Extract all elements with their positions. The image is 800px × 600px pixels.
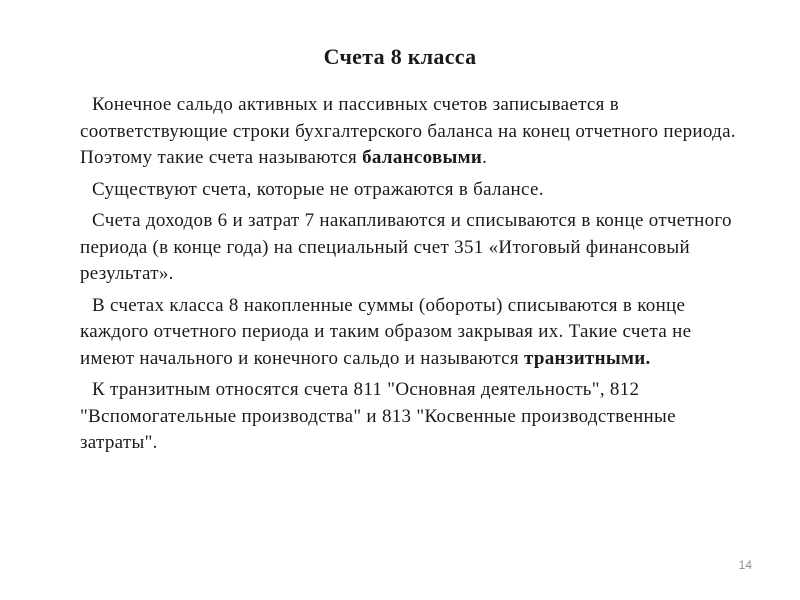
- paragraph-text: В счетах класса 8 накопленные суммы (обороты) списываются в конце каждого отчетного периода и таким образом закрывая их. Такие счета не имеют начального и конечного сальдо и называются: [80, 294, 692, 369]
- term-balance: балансовыми: [362, 147, 483, 168]
- term-transit: транзитными.: [523, 347, 651, 369]
- slide-body: [80, 92, 740, 462]
- paragraph-text: .: [482, 147, 488, 168]
- slide-title: Счета 8 класса: [323, 44, 477, 69]
- paragraph-text: Существуют счета, которые не отражаются в балансе.: [92, 178, 544, 200]
- paragraph-income-expense: [80, 208, 740, 288]
- paragraph-text: К транзитным относятся счета 811 "Основная деятельность", 812 "Вспомогательные производства" и 813 "Косвенные производственные затраты".: [80, 379, 676, 453]
- paragraph-transit-list: [80, 377, 740, 457]
- paragraph-text: Счета доходов 6 и затрат 7 накапливаются и списываются в конце отчетного периода (в конце года) на специальный счет 351 «Итоговый финансовый результат».: [80, 210, 732, 284]
- page-number: 14: [738, 558, 752, 572]
- paragraph-class-8: [80, 293, 740, 373]
- paragraph-off-balance: [80, 177, 740, 204]
- paragraph-text: Конечное сальдо активных и пассивных счетов записывается в соответствующие строки бухгалтерского баланса на конец отчетного периода. Поэтому такие счета называются: [80, 94, 736, 168]
- paragraph-balance-accounts: [80, 92, 740, 172]
